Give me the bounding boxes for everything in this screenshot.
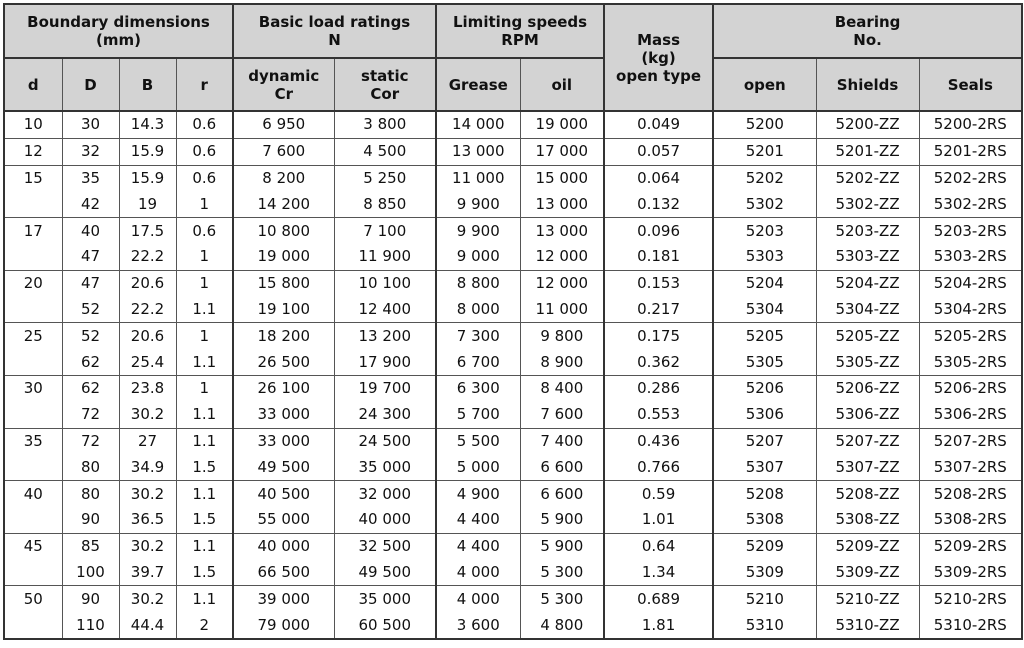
table-row: [4, 349, 1022, 375]
header-boundary-line1: Boundary dimensions: [27, 13, 210, 31]
header-oil: oil: [520, 58, 604, 111]
cell-radius: 1.1: [176, 481, 233, 507]
cell-shields: 5208-ZZ: [816, 481, 919, 507]
header-load-line2: N: [328, 31, 341, 49]
table-row: [4, 138, 1022, 165]
cell-open: 5208: [713, 481, 816, 507]
cell-open: 5204: [713, 270, 816, 296]
cell-oil-speed: 8 400: [520, 375, 604, 401]
cell-outer-diameter: 32: [62, 138, 119, 165]
cell-static-cor: 5 250: [334, 165, 436, 191]
cell-d: [4, 349, 62, 375]
cell-width: 36.5: [119, 507, 176, 533]
cell-dynamic-cr: 40 000: [233, 533, 334, 559]
cell-open: 5302: [713, 191, 816, 217]
cell-oil-speed: 6 600: [520, 481, 604, 507]
cell-grease-speed: 4 000: [436, 586, 520, 612]
cell-seals: 5308-2RS: [919, 507, 1022, 533]
cell-radius: 0.6: [176, 138, 233, 165]
cell-dynamic-cr: 19 100: [233, 297, 334, 323]
cell-seals: 5204-2RS: [919, 270, 1022, 296]
cell-grease-speed: 5 500: [436, 428, 520, 454]
cell-open: 5209: [713, 533, 816, 559]
cell-open: 5207: [713, 428, 816, 454]
cell-open: 5305: [713, 349, 816, 375]
cell-shields: 5303-ZZ: [816, 244, 919, 270]
cell-open: 5304: [713, 297, 816, 323]
cell-mass: 0.064: [604, 165, 713, 191]
cell-d: 17: [4, 218, 62, 244]
cell-d: 45: [4, 533, 62, 559]
cell-width: 15.9: [119, 138, 176, 165]
cell-grease-speed: 4 000: [436, 560, 520, 586]
cell-d: [4, 402, 62, 428]
cell-shields: 5209-ZZ: [816, 533, 919, 559]
cell-d: 40: [4, 481, 62, 507]
cell-seals: 5303-2RS: [919, 244, 1022, 270]
cell-mass: 0.096: [604, 218, 713, 244]
table-row: [4, 454, 1022, 480]
cell-dynamic-cr: 18 200: [233, 323, 334, 349]
cell-dynamic-cr: 14 200: [233, 191, 334, 217]
cell-outer-diameter: 40: [62, 218, 119, 244]
cell-grease-speed: 3 600: [436, 612, 520, 639]
header-D: D: [62, 58, 119, 111]
cell-static-cor: 10 100: [334, 270, 436, 296]
cell-radius: 1.1: [176, 533, 233, 559]
cell-outer-diameter: 80: [62, 454, 119, 480]
cell-d: 25: [4, 323, 62, 349]
cell-shields: 5307-ZZ: [816, 454, 919, 480]
cell-shields: 5203-ZZ: [816, 218, 919, 244]
cell-width: 39.7: [119, 560, 176, 586]
cell-grease-speed: 8 800: [436, 270, 520, 296]
cell-grease-speed: 7 300: [436, 323, 520, 349]
cell-open: 5206: [713, 375, 816, 401]
cell-grease-speed: 14 000: [436, 111, 520, 138]
cell-shields: 5305-ZZ: [816, 349, 919, 375]
cell-d: [4, 244, 62, 270]
cell-oil-speed: 13 000: [520, 191, 604, 217]
cell-width: 14.3: [119, 111, 176, 138]
cell-shields: 5206-ZZ: [816, 375, 919, 401]
cell-static-cor: 7 100: [334, 218, 436, 244]
cell-shields: 5304-ZZ: [816, 297, 919, 323]
cell-static-cor: 11 900: [334, 244, 436, 270]
cell-width: 22.2: [119, 297, 176, 323]
cell-oil-speed: 5 900: [520, 507, 604, 533]
cell-mass: 0.049: [604, 111, 713, 138]
cell-outer-diameter: 85: [62, 533, 119, 559]
cell-static-cor: 35 000: [334, 454, 436, 480]
cell-width: 22.2: [119, 244, 176, 270]
cell-width: 30.2: [119, 481, 176, 507]
cell-shields: 5204-ZZ: [816, 270, 919, 296]
cell-mass: 1.81: [604, 612, 713, 639]
header-dynamic-line2: Cr: [274, 84, 293, 103]
header-dynamic: [233, 58, 334, 111]
cell-dynamic-cr: 26 100: [233, 375, 334, 401]
cell-oil-speed: 12 000: [520, 270, 604, 296]
cell-d: [4, 560, 62, 586]
cell-dynamic-cr: 33 000: [233, 402, 334, 428]
cell-shields: 5306-ZZ: [816, 402, 919, 428]
table-row: [4, 375, 1022, 401]
cell-mass: 0.153: [604, 270, 713, 296]
cell-mass: 0.553: [604, 402, 713, 428]
cell-static-cor: 17 900: [334, 349, 436, 375]
cell-radius: 1: [176, 375, 233, 401]
cell-grease-speed: 11 000: [436, 165, 520, 191]
cell-shields: 5201-ZZ: [816, 138, 919, 165]
cell-grease-speed: 5 000: [436, 454, 520, 480]
cell-dynamic-cr: 33 000: [233, 428, 334, 454]
header-d: d: [4, 58, 62, 111]
cell-seals: 5306-2RS: [919, 402, 1022, 428]
table-row: [4, 165, 1022, 191]
cell-width: 27: [119, 428, 176, 454]
cell-static-cor: 4 500: [334, 138, 436, 165]
cell-outer-diameter: 42: [62, 191, 119, 217]
cell-radius: 1.1: [176, 349, 233, 375]
cell-seals: 5203-2RS: [919, 218, 1022, 244]
table-row: [4, 191, 1022, 217]
cell-open: 5200: [713, 111, 816, 138]
cell-dynamic-cr: 66 500: [233, 560, 334, 586]
cell-width: 17.5: [119, 218, 176, 244]
cell-open: 5205: [713, 323, 816, 349]
cell-shields: 5205-ZZ: [816, 323, 919, 349]
table-row: [4, 111, 1022, 138]
cell-shields: 5210-ZZ: [816, 586, 919, 612]
cell-radius: 1: [176, 270, 233, 296]
cell-shields: 5302-ZZ: [816, 191, 919, 217]
cell-grease-speed: 6 700: [436, 349, 520, 375]
cell-d: [4, 454, 62, 480]
cell-open: 5202: [713, 165, 816, 191]
cell-oil-speed: 9 800: [520, 323, 604, 349]
cell-radius: 1.5: [176, 507, 233, 533]
table-row: [4, 533, 1022, 559]
cell-static-cor: 60 500: [334, 612, 436, 639]
cell-grease-speed: 4 400: [436, 507, 520, 533]
cell-open: 5210: [713, 586, 816, 612]
cell-d: [4, 297, 62, 323]
cell-static-cor: 35 000: [334, 586, 436, 612]
cell-seals: 5205-2RS: [919, 323, 1022, 349]
table-row: [4, 402, 1022, 428]
header-speed-line1: Limiting speeds: [452, 13, 588, 31]
cell-grease-speed: 5 700: [436, 402, 520, 428]
cell-outer-diameter: 52: [62, 297, 119, 323]
cell-oil-speed: 8 900: [520, 349, 604, 375]
cell-dynamic-cr: 8 200: [233, 165, 334, 191]
cell-static-cor: 3 800: [334, 111, 436, 138]
cell-shields: 5207-ZZ: [816, 428, 919, 454]
cell-radius: 1.1: [176, 428, 233, 454]
cell-seals: 5307-2RS: [919, 454, 1022, 480]
cell-grease-speed: 4 400: [436, 533, 520, 559]
cell-width: 30.2: [119, 586, 176, 612]
table-row: [4, 323, 1022, 349]
cell-mass: 0.132: [604, 191, 713, 217]
cell-d: 50: [4, 586, 62, 612]
cell-oil-speed: 6 600: [520, 454, 604, 480]
cell-seals: 5302-2RS: [919, 191, 1022, 217]
cell-open: 5309: [713, 560, 816, 586]
cell-static-cor: 32 500: [334, 533, 436, 559]
cell-mass: 0.436: [604, 428, 713, 454]
table-row: [4, 297, 1022, 323]
cell-outer-diameter: 72: [62, 402, 119, 428]
header-bearing-no: [713, 4, 1022, 58]
cell-radius: 1.5: [176, 560, 233, 586]
header-grease: Grease: [436, 58, 520, 111]
cell-static-cor: 24 300: [334, 402, 436, 428]
header-bearing-line2: No.: [853, 31, 882, 49]
table-body: [4, 111, 1022, 639]
cell-mass: 0.181: [604, 244, 713, 270]
header-mass-line1: Mass: [637, 30, 680, 49]
cell-shields: 5200-ZZ: [816, 111, 919, 138]
cell-outer-diameter: 90: [62, 507, 119, 533]
cell-radius: 1: [176, 244, 233, 270]
cell-d: 35: [4, 428, 62, 454]
cell-seals: 5209-2RS: [919, 533, 1022, 559]
cell-open: 5307: [713, 454, 816, 480]
cell-radius: 0.6: [176, 218, 233, 244]
cell-mass: 0.217: [604, 297, 713, 323]
cell-seals: 5200-2RS: [919, 111, 1022, 138]
cell-width: 20.6: [119, 270, 176, 296]
table-row: [4, 560, 1022, 586]
header-dynamic-line1: dynamic: [248, 66, 320, 85]
cell-shields: 5202-ZZ: [816, 165, 919, 191]
cell-outer-diameter: 30: [62, 111, 119, 138]
cell-d: 15: [4, 165, 62, 191]
cell-seals: 5202-2RS: [919, 165, 1022, 191]
header-shields: Shields: [816, 58, 919, 111]
cell-grease-speed: 4 900: [436, 481, 520, 507]
cell-outer-diameter: 47: [62, 270, 119, 296]
table-row: [4, 218, 1022, 244]
cell-dynamic-cr: 7 600: [233, 138, 334, 165]
header-static: [334, 58, 436, 111]
cell-oil-speed: 13 000: [520, 218, 604, 244]
header-load-ratings: [233, 4, 436, 58]
cell-grease-speed: 9 900: [436, 191, 520, 217]
header-open: open: [713, 58, 816, 111]
cell-width: 34.9: [119, 454, 176, 480]
header-static-line1: static: [361, 66, 409, 85]
cell-open: 5303: [713, 244, 816, 270]
cell-oil-speed: 11 000: [520, 297, 604, 323]
cell-seals: 5207-2RS: [919, 428, 1022, 454]
cell-static-cor: 40 000: [334, 507, 436, 533]
table-row: [4, 586, 1022, 612]
table-row: [4, 612, 1022, 639]
cell-radius: 1.1: [176, 402, 233, 428]
cell-radius: 0.6: [176, 111, 233, 138]
table-row: [4, 428, 1022, 454]
cell-outer-diameter: 47: [62, 244, 119, 270]
header-mass-line3: open type: [616, 66, 702, 85]
cell-shields: 5309-ZZ: [816, 560, 919, 586]
cell-oil-speed: 7 600: [520, 402, 604, 428]
header-static-line2: Cor: [370, 84, 400, 103]
cell-seals: 5201-2RS: [919, 138, 1022, 165]
cell-width: 19: [119, 191, 176, 217]
table-row: [4, 244, 1022, 270]
cell-open: 5310: [713, 612, 816, 639]
cell-mass: 1.01: [604, 507, 713, 533]
cell-dynamic-cr: 15 800: [233, 270, 334, 296]
cell-seals: 5310-2RS: [919, 612, 1022, 639]
cell-radius: 1: [176, 323, 233, 349]
cell-outer-diameter: 62: [62, 349, 119, 375]
header-load-line1: Basic load ratings: [258, 13, 411, 31]
cell-dynamic-cr: 39 000: [233, 586, 334, 612]
cell-dynamic-cr: 40 500: [233, 481, 334, 507]
cell-radius: 1: [176, 191, 233, 217]
cell-mass: 0.362: [604, 349, 713, 375]
cell-outer-diameter: 72: [62, 428, 119, 454]
cell-outer-diameter: 52: [62, 323, 119, 349]
cell-radius: 1.1: [176, 586, 233, 612]
cell-oil-speed: 12 000: [520, 244, 604, 270]
cell-outer-diameter: 35: [62, 165, 119, 191]
cell-grease-speed: 8 000: [436, 297, 520, 323]
header-limiting-speeds: [436, 4, 604, 58]
cell-oil-speed: 5 300: [520, 586, 604, 612]
cell-d: 30: [4, 375, 62, 401]
table-header: [4, 4, 1022, 111]
cell-width: 23.8: [119, 375, 176, 401]
cell-shields: 5308-ZZ: [816, 507, 919, 533]
cell-oil-speed: 17 000: [520, 138, 604, 165]
bearing-spec-table: [3, 3, 1023, 640]
cell-mass: 0.286: [604, 375, 713, 401]
cell-outer-diameter: 62: [62, 375, 119, 401]
header-seals: Seals: [919, 58, 1022, 111]
cell-width: 30.2: [119, 533, 176, 559]
cell-outer-diameter: 110: [62, 612, 119, 639]
cell-radius: 2: [176, 612, 233, 639]
cell-grease-speed: 9 900: [436, 218, 520, 244]
cell-dynamic-cr: 10 800: [233, 218, 334, 244]
cell-static-cor: 13 200: [334, 323, 436, 349]
cell-grease-speed: 9 000: [436, 244, 520, 270]
cell-static-cor: 49 500: [334, 560, 436, 586]
bearing-table-container: [3, 3, 1021, 644]
cell-oil-speed: 5 900: [520, 533, 604, 559]
cell-oil-speed: 7 400: [520, 428, 604, 454]
cell-mass: 0.766: [604, 454, 713, 480]
cell-outer-diameter: 100: [62, 560, 119, 586]
cell-grease-speed: 6 300: [436, 375, 520, 401]
cell-d: [4, 612, 62, 639]
cell-seals: 5305-2RS: [919, 349, 1022, 375]
cell-dynamic-cr: 26 500: [233, 349, 334, 375]
cell-seals: 5210-2RS: [919, 586, 1022, 612]
cell-seals: 5206-2RS: [919, 375, 1022, 401]
cell-width: 25.4: [119, 349, 176, 375]
cell-d: 12: [4, 138, 62, 165]
cell-mass: 0.175: [604, 323, 713, 349]
cell-mass: 0.59: [604, 481, 713, 507]
cell-mass: 0.057: [604, 138, 713, 165]
cell-d: [4, 191, 62, 217]
cell-mass: 1.34: [604, 560, 713, 586]
cell-width: 15.9: [119, 165, 176, 191]
table-row: [4, 270, 1022, 296]
cell-d: 20: [4, 270, 62, 296]
cell-static-cor: 8 850: [334, 191, 436, 217]
header-B: B: [119, 58, 176, 111]
cell-radius: 1.1: [176, 297, 233, 323]
header-bearing-line1: Bearing: [834, 13, 901, 31]
cell-mass: 0.64: [604, 533, 713, 559]
cell-open: 5203: [713, 218, 816, 244]
cell-oil-speed: 5 300: [520, 560, 604, 586]
header-boundary-dimensions: [4, 4, 233, 58]
cell-oil-speed: 15 000: [520, 165, 604, 191]
header-mass: [604, 4, 713, 111]
header-speed-line2: RPM: [501, 31, 539, 49]
cell-radius: 1.5: [176, 454, 233, 480]
header-boundary-line2: (mm): [96, 31, 141, 49]
table-row: [4, 481, 1022, 507]
cell-d: [4, 507, 62, 533]
cell-static-cor: 32 000: [334, 481, 436, 507]
cell-oil-speed: 4 800: [520, 612, 604, 639]
cell-open: 5308: [713, 507, 816, 533]
cell-dynamic-cr: 49 500: [233, 454, 334, 480]
cell-seals: 5208-2RS: [919, 481, 1022, 507]
cell-shields: 5310-ZZ: [816, 612, 919, 639]
cell-d: 10: [4, 111, 62, 138]
cell-dynamic-cr: 55 000: [233, 507, 334, 533]
cell-open: 5306: [713, 402, 816, 428]
cell-seals: 5304-2RS: [919, 297, 1022, 323]
cell-open: 5201: [713, 138, 816, 165]
cell-oil-speed: 19 000: [520, 111, 604, 138]
cell-seals: 5309-2RS: [919, 560, 1022, 586]
cell-dynamic-cr: 79 000: [233, 612, 334, 639]
cell-dynamic-cr: 19 000: [233, 244, 334, 270]
cell-static-cor: 19 700: [334, 375, 436, 401]
cell-static-cor: 12 400: [334, 297, 436, 323]
cell-outer-diameter: 90: [62, 586, 119, 612]
cell-width: 30.2: [119, 402, 176, 428]
header-r: r: [176, 58, 233, 111]
table-row: [4, 507, 1022, 533]
cell-grease-speed: 13 000: [436, 138, 520, 165]
header-mass-line2: (kg): [641, 48, 676, 67]
cell-radius: 0.6: [176, 165, 233, 191]
cell-width: 20.6: [119, 323, 176, 349]
cell-outer-diameter: 80: [62, 481, 119, 507]
cell-static-cor: 24 500: [334, 428, 436, 454]
cell-width: 44.4: [119, 612, 176, 639]
cell-dynamic-cr: 6 950: [233, 111, 334, 138]
cell-mass: 0.689: [604, 586, 713, 612]
